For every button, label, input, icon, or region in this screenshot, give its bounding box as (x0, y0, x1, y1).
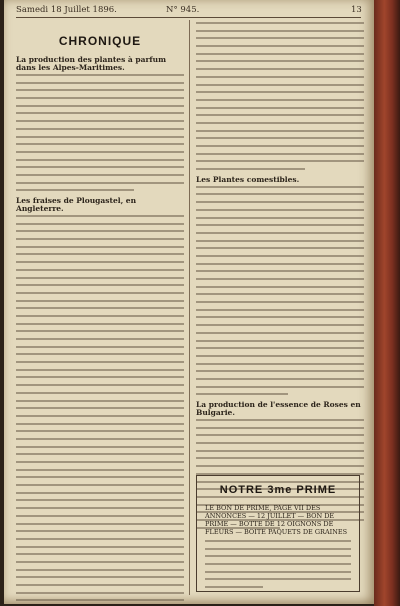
header-date: Samedi 18 Juillet 1896. (16, 5, 117, 15)
book-binding (374, 0, 400, 606)
left-column (16, 20, 184, 604)
right-para2-lead: La production de l'essence de Roses en Bulgarie. (196, 400, 361, 417)
left-para1-lead: La production des plantes à parfum dans les Alpes-Maritimes. (16, 55, 167, 72)
column-divider (189, 20, 190, 595)
right-para1-text (196, 186, 364, 396)
right-continued-text (196, 22, 364, 170)
right-column (196, 20, 364, 534)
header-page: 13 (351, 5, 362, 15)
newspaper-page (4, 0, 374, 604)
left-para2-lead: Les fraises de Plougastel, en Angleterre. (16, 196, 137, 213)
prime-title: NOTRE 3me PRIME (219, 484, 337, 496)
section-title: CHRONIQUE (58, 34, 142, 48)
prime-text-lines (205, 540, 351, 588)
prime-text: LE BON DE PRIME, PAGE VII DES ANNONCES — 12 JUILLET — BON DE PRIME — BOTTE DE 12 OIGNONS DE FLEURS — BOITE PAQUETS DE GRAINES (205, 504, 348, 536)
prime-box (196, 475, 360, 592)
left-para1-text (16, 74, 184, 191)
left-para2-text (16, 215, 184, 604)
right-para1-lead: Les Plantes comestibles. (196, 174, 300, 184)
header-number: N° 945. (166, 5, 200, 15)
page-header (16, 3, 361, 18)
